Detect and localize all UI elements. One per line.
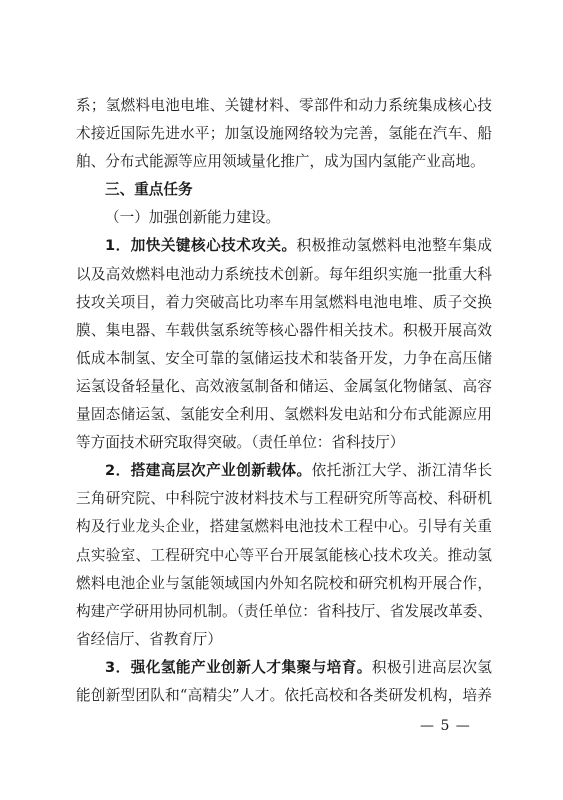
paragraph-line: 构建产学研用协同机制。（责任单位：省科技厅、省发展改革委、 <box>76 602 492 620</box>
paragraph-line: 能创新型团队和“高精尖”人才。依托高校和各类研发机构，培养 <box>76 686 492 704</box>
document-body <box>76 92 492 710</box>
paragraph-line: 构及行业龙头企业，搭建氢燃料电池技术工程中心。引导有关重 <box>76 518 492 536</box>
paragraph-line: 量固态储运氢、氢能安全利用、氢燃料发电站和分布式能源应用 <box>76 406 492 424</box>
paragraph-line: 燃料电池企业与氢能领域国内外知名院校和研究机构开展合作， <box>76 574 492 592</box>
item-2-title: 2．搭建高层次产业创新载体。 <box>105 462 312 480</box>
paragraph-line: 以及高效燃料电池动力系统技术创新。每年组织实施一批重大科 <box>76 265 492 283</box>
paragraph-line: 点实验室、工程研究中心等平台开展氢能核心技术攻关。推动氢 <box>76 546 492 564</box>
item-1-text: 积极推动氢燃料电池整车集成 <box>296 237 492 255</box>
paragraph-line: 低成本制氢、安全可靠的氢储运技术和装备开发，力争在高压储 <box>76 349 492 367</box>
item-2-text: 依托浙江大学、浙江清华长 <box>311 462 492 480</box>
item-3-text: 积极引进高层次氢 <box>371 658 492 676</box>
paragraph-line: 技攻关项目，着力突破高比功率车用氢燃料电池电堆、质子交换 <box>76 293 492 311</box>
subsection-heading: （一）加强创新能力建设。 <box>105 209 281 227</box>
page-number: — 5 — <box>420 718 471 734</box>
section-heading: 三、重点任务 <box>105 181 193 199</box>
item-1-first-line <box>76 232 492 260</box>
paragraph-line: 三角研究院、中科院宁波材料技术与工程研究所等高校、科研机 <box>76 490 492 508</box>
paragraph-line: 运氢设备轻量化、高效液氢制备和储运、金属氢化物储氢、高容 <box>76 377 492 395</box>
item-2-first-line <box>76 457 492 485</box>
paragraph-line: 膜、集电器、车载供氢系统等核心器件相关技术。积极开展高效 <box>76 321 492 339</box>
item-3-title: 3．强化氢能产业创新人才集聚与培育。 <box>105 658 372 676</box>
paragraph-line: 系；氢燃料电池电堆、关键材料、零部件和动力系统集成核心技 <box>76 97 492 114</box>
paragraph-line: 省经信厅、省教育厅） <box>76 630 222 648</box>
paragraph-line: 术接近国际先进水平；加氢设施网络较为完善，氢能在汽车、船 <box>76 125 492 143</box>
paragraph-line: 等方面技术研究取得突破。（责任单位：省科技厅） <box>76 434 405 452</box>
paragraph-line: 舶、分布式能源等应用领域量化推广，成为国内氢能产业高地。 <box>76 153 485 171</box>
item-1-title: 1．加快关键核心技术攻关。 <box>105 237 297 255</box>
item-3-first-line <box>76 654 492 682</box>
